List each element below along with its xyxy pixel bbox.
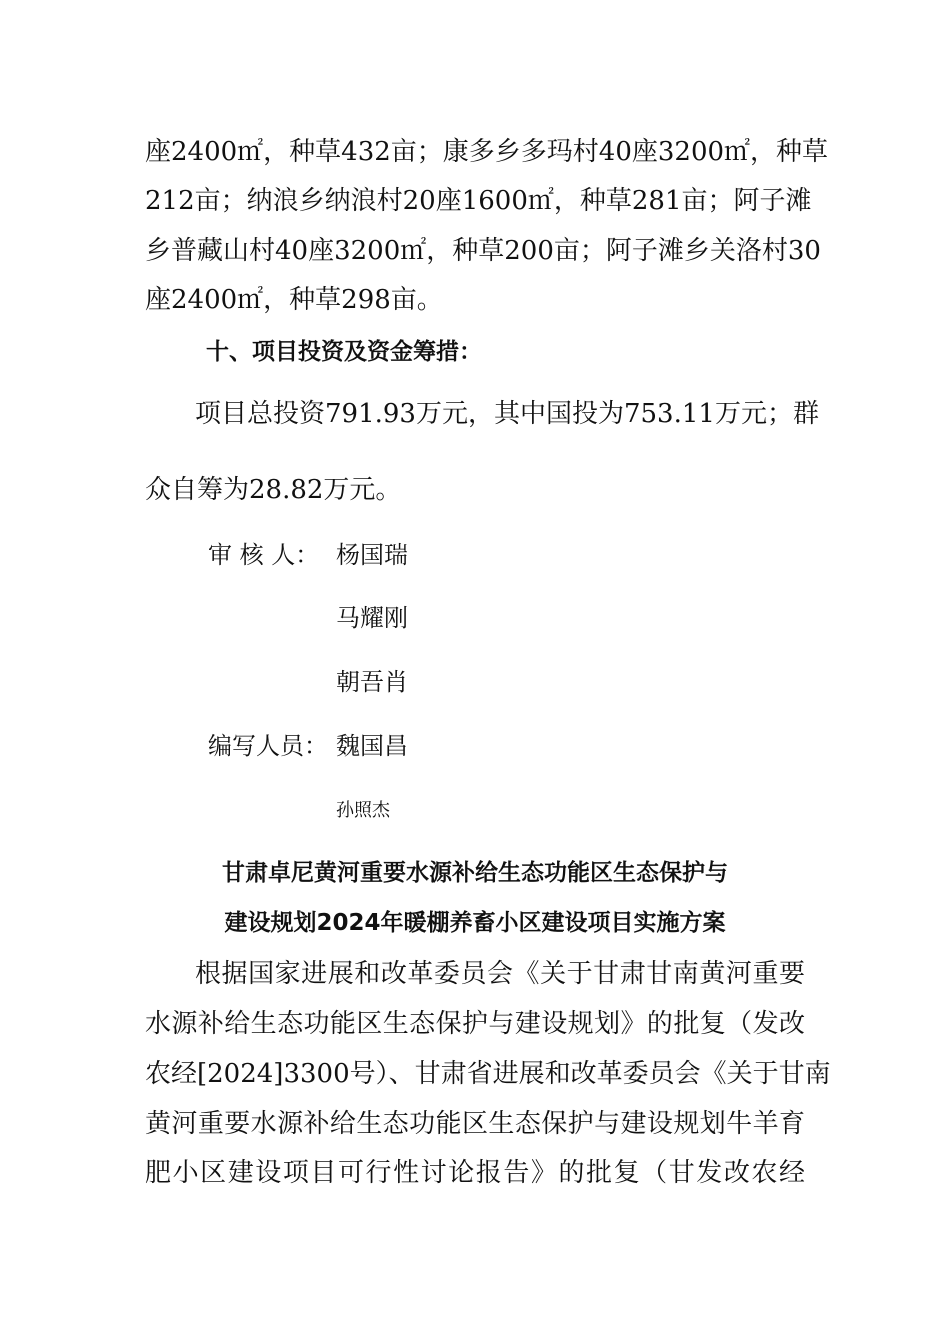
paragraph-line: 212亩；纳浪乡纳浪村20座1600㎡，种草281亩；阿子滩: [145, 186, 812, 216]
reviewer-name: 杨国瑞: [336, 541, 408, 569]
writer-name: 魏国昌: [336, 732, 408, 760]
investment-line: 众自筹为28.82万元。: [145, 475, 402, 505]
document-title-line: 甘肃卓尼黄河重要水源补给生态功能区生态保护与: [222, 860, 728, 886]
document-title-line: 建设规划2024年暖棚养畜小区建设项目实施方案: [224, 910, 726, 936]
paragraph-line: 座2400㎡，种草298亩。: [145, 285, 443, 315]
reviewer-label: 审 核 人：: [208, 541, 320, 569]
investment-line: 项目总投资791.93万元，其中国投为753.11万元；群: [195, 399, 819, 429]
body-line: 肥小区建设项目可行性讨论报告》的批复（甘发改农经: [145, 1158, 805, 1188]
paragraph-line: 乡普藏山村40座3200㎡，种草200亩；阿子滩乡关洛村30: [145, 236, 821, 266]
reviewer-name: 马耀刚: [336, 604, 408, 632]
body-line: 根据国家进展和改革委员会《关于甘肃甘南黄河重要: [195, 959, 805, 989]
writer-name: 孙照杰: [336, 800, 390, 821]
reviewer-name: 朝吾肖: [336, 668, 408, 696]
paragraph-line: 座2400㎡，种草432亩；康多乡多玛村40座3200㎡，种草: [145, 137, 829, 167]
body-line: 农经[2024]3300号）、甘肃省进展和改革委员会《关于甘南: [145, 1059, 831, 1089]
section-heading: 十、项目投资及资金筹措：: [206, 339, 482, 365]
writer-label: 编写人员：: [208, 732, 328, 760]
body-line: 黄河重要水源补给生态功能区生态保护与建设规划牛羊育: [145, 1109, 805, 1139]
body-line: 水源补给生态功能区生态保护与建设规划》的批复（发改: [145, 1009, 805, 1039]
